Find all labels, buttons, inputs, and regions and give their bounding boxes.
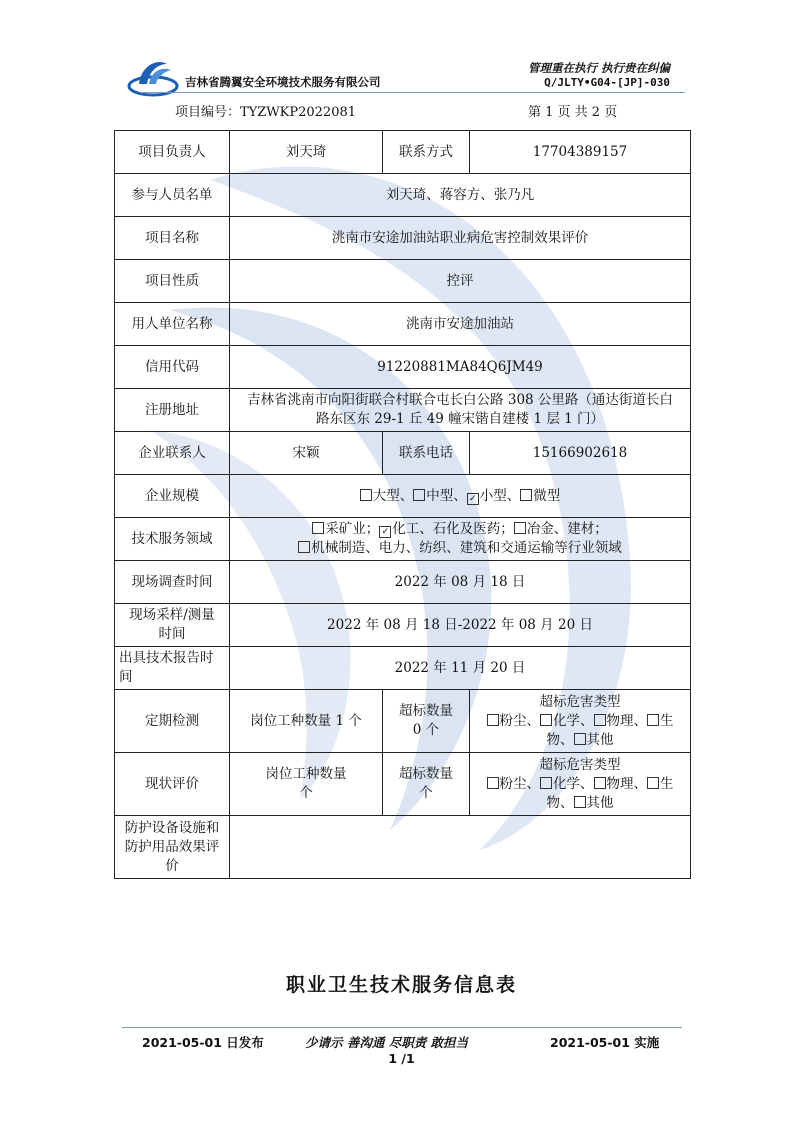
checkbox-unchecked <box>574 796 586 808</box>
option-label: 其他 <box>586 731 614 748</box>
row-value: 17704389157 <box>470 131 691 174</box>
page-header <box>115 52 685 102</box>
option-label: 微型 <box>533 487 561 504</box>
checkbox-unchecked <box>647 777 659 789</box>
row-label: 注册地址 <box>115 389 230 432</box>
option-label: 小型、 <box>479 487 521 504</box>
table-row <box>115 647 691 690</box>
option-label: 粉尘、 <box>499 775 540 792</box>
implement-date: 2021-05-01 实施 <box>550 1035 660 1050</box>
table-row <box>115 217 691 260</box>
address-line-1: 吉林省洮南市向阳街联合村联合屯长白公路 308 公里路（通达街道长白 <box>247 392 673 408</box>
option-label: 粉尘、 <box>499 712 540 729</box>
label-line: 出具技术报告时 <box>119 650 214 666</box>
option-label: 化学、 <box>553 775 594 792</box>
row-label: 联系电话 <box>383 432 470 475</box>
checkbox-unchecked <box>540 714 552 726</box>
row-label <box>115 816 230 879</box>
row-value: 宋颖 <box>230 432 383 475</box>
table-row <box>115 475 691 518</box>
option-label: 大型、 <box>372 487 414 504</box>
checkbox-unchecked <box>487 777 499 789</box>
row-label: 项目性质 <box>115 260 230 303</box>
option-label: 物、 <box>546 731 574 748</box>
row-label: 联系方式 <box>383 131 470 174</box>
row-label: 企业联系人 <box>115 432 230 475</box>
row-value <box>230 753 383 816</box>
document-title: 职业卫生技术服务信息表 <box>285 974 517 996</box>
option-label: 中型、 <box>426 487 467 504</box>
row-value <box>230 389 691 432</box>
row-label: 项目负责人 <box>115 131 230 174</box>
header-divider <box>140 92 685 93</box>
option-label: 物理、 <box>606 712 647 729</box>
option-label: 采矿业； <box>325 521 380 537</box>
table-row <box>115 346 691 389</box>
row-value: 控评 <box>230 260 691 303</box>
label-line: 价 <box>165 857 179 874</box>
value-line: 0 个 <box>412 722 440 738</box>
checkbox-unchecked <box>298 541 310 553</box>
footer-slogan: 少请示 善沟通 尽职责 敢担当 <box>305 1035 469 1050</box>
option-label: 生 <box>660 712 674 729</box>
footer-divider <box>122 1027 682 1028</box>
info-table <box>114 130 691 879</box>
row-value: 洮南市安途加油站 <box>230 303 691 346</box>
option-label: 其他 <box>586 794 614 811</box>
row-label: 现状评价 <box>115 753 230 816</box>
table-row <box>115 816 691 879</box>
checkbox-unchecked <box>647 714 659 726</box>
document-code: Q/JLTY•G04-[JP]-030 <box>544 76 670 89</box>
row-label: 信用代码 <box>115 346 230 389</box>
table-row <box>115 432 691 475</box>
checkbox-unchecked <box>360 489 372 501</box>
table-row <box>115 753 691 816</box>
checkbox-checked-icon: ✓ <box>467 493 479 505</box>
row-value: 2022 年 11 月 20 日 <box>230 647 691 690</box>
value-line: 个 <box>299 785 313 801</box>
row-label: 现场调查时间 <box>115 561 230 604</box>
hazard-title: 超标危害类型 <box>539 693 621 710</box>
option-label: 冶金、建材； <box>526 521 608 537</box>
row-value: 91220881MA84Q6JM49 <box>230 346 691 389</box>
option-label: 化工、石化及医药； <box>392 521 514 537</box>
table-row <box>115 174 691 217</box>
label-line: 现场采样/测量 <box>129 607 215 623</box>
row-value <box>230 816 691 879</box>
row-label: 项目名称 <box>115 217 230 260</box>
hazard-title: 超标危害类型 <box>539 756 621 773</box>
checkbox-unchecked <box>514 522 526 534</box>
row-label: 定期检测 <box>115 690 230 753</box>
row-value: 2022 年 08 月 18 日 <box>230 561 691 604</box>
row-value: 刘天琦 <box>230 131 383 174</box>
address-line-2: 路东区东 29-1 丘 49 幢宋锴自建楼 1 层 1 门） <box>315 411 604 427</box>
row-label: 技术服务领域 <box>115 518 230 561</box>
row-label: 用人单位名称 <box>115 303 230 346</box>
checkbox-checked-icon: ✓ <box>379 526 391 538</box>
row-value: 洮南市安途加油站职业病危害控制效果评价 <box>230 217 691 260</box>
table-row <box>115 604 691 647</box>
label-line: 防护用品效果评 <box>124 838 220 855</box>
row-value <box>230 518 691 561</box>
table-row <box>115 690 691 753</box>
label-line: 间 <box>119 669 133 685</box>
option-label: 物理、 <box>606 775 647 792</box>
row-label <box>115 647 230 690</box>
row-value: 岗位工种数量 1 个 <box>230 690 383 753</box>
row-value <box>470 753 691 816</box>
table-row <box>115 131 691 174</box>
table-row <box>115 561 691 604</box>
value-line: 超标数量 <box>399 703 453 719</box>
row-value <box>383 753 470 816</box>
label-line: 防护设备设施和 <box>124 819 220 836</box>
page-info: 第 1 页 共 2 页 <box>528 105 618 120</box>
row-value: 刘天琦、蒋容方、张乃凡 <box>230 174 691 217</box>
table-row <box>115 518 691 561</box>
table-row <box>115 303 691 346</box>
publish-date: 2021-05-01 日发布 <box>142 1035 264 1050</box>
option-label: 物、 <box>546 794 574 811</box>
footer-page-number: 1 /1 <box>388 1051 415 1066</box>
value-line: 个 <box>419 785 433 801</box>
row-value <box>470 690 691 753</box>
company-name: 吉林省腾翼安全环境技术服务有限公司 <box>185 75 381 89</box>
table-row <box>115 389 691 432</box>
checkbox-unchecked <box>594 777 606 789</box>
checkbox-unchecked <box>413 489 425 501</box>
row-label: 企业规模 <box>115 475 230 518</box>
header-motto: 管理重在执行 执行贵在纠偏 <box>527 61 670 75</box>
checkbox-unchecked <box>312 522 324 534</box>
option-label: 化学、 <box>553 712 594 729</box>
option-label: 机械制造、电力、纺织、建筑和交通运输等行业领域 <box>311 540 622 556</box>
checkbox-unchecked <box>520 489 532 501</box>
checkbox-unchecked <box>487 714 499 726</box>
option-label: 生 <box>660 775 674 792</box>
row-value: 2022 年 08 月 18 日-2022 年 08 月 20 日 <box>230 604 691 647</box>
row-value <box>383 690 470 753</box>
row-label: 参与人员名单 <box>115 174 230 217</box>
row-value: 15166902618 <box>470 432 691 475</box>
row-label <box>115 604 230 647</box>
checkbox-unchecked <box>540 777 552 789</box>
value-line: 岗位工种数量 <box>265 766 347 782</box>
value-line: 超标数量 <box>399 766 453 782</box>
checkbox-unchecked <box>594 714 606 726</box>
label-line: 时间 <box>158 626 186 642</box>
checkbox-unchecked <box>574 733 586 745</box>
row-value <box>230 475 691 518</box>
table-row <box>115 260 691 303</box>
project-number: 项目编号：TYZWKP2022081 <box>175 105 357 120</box>
